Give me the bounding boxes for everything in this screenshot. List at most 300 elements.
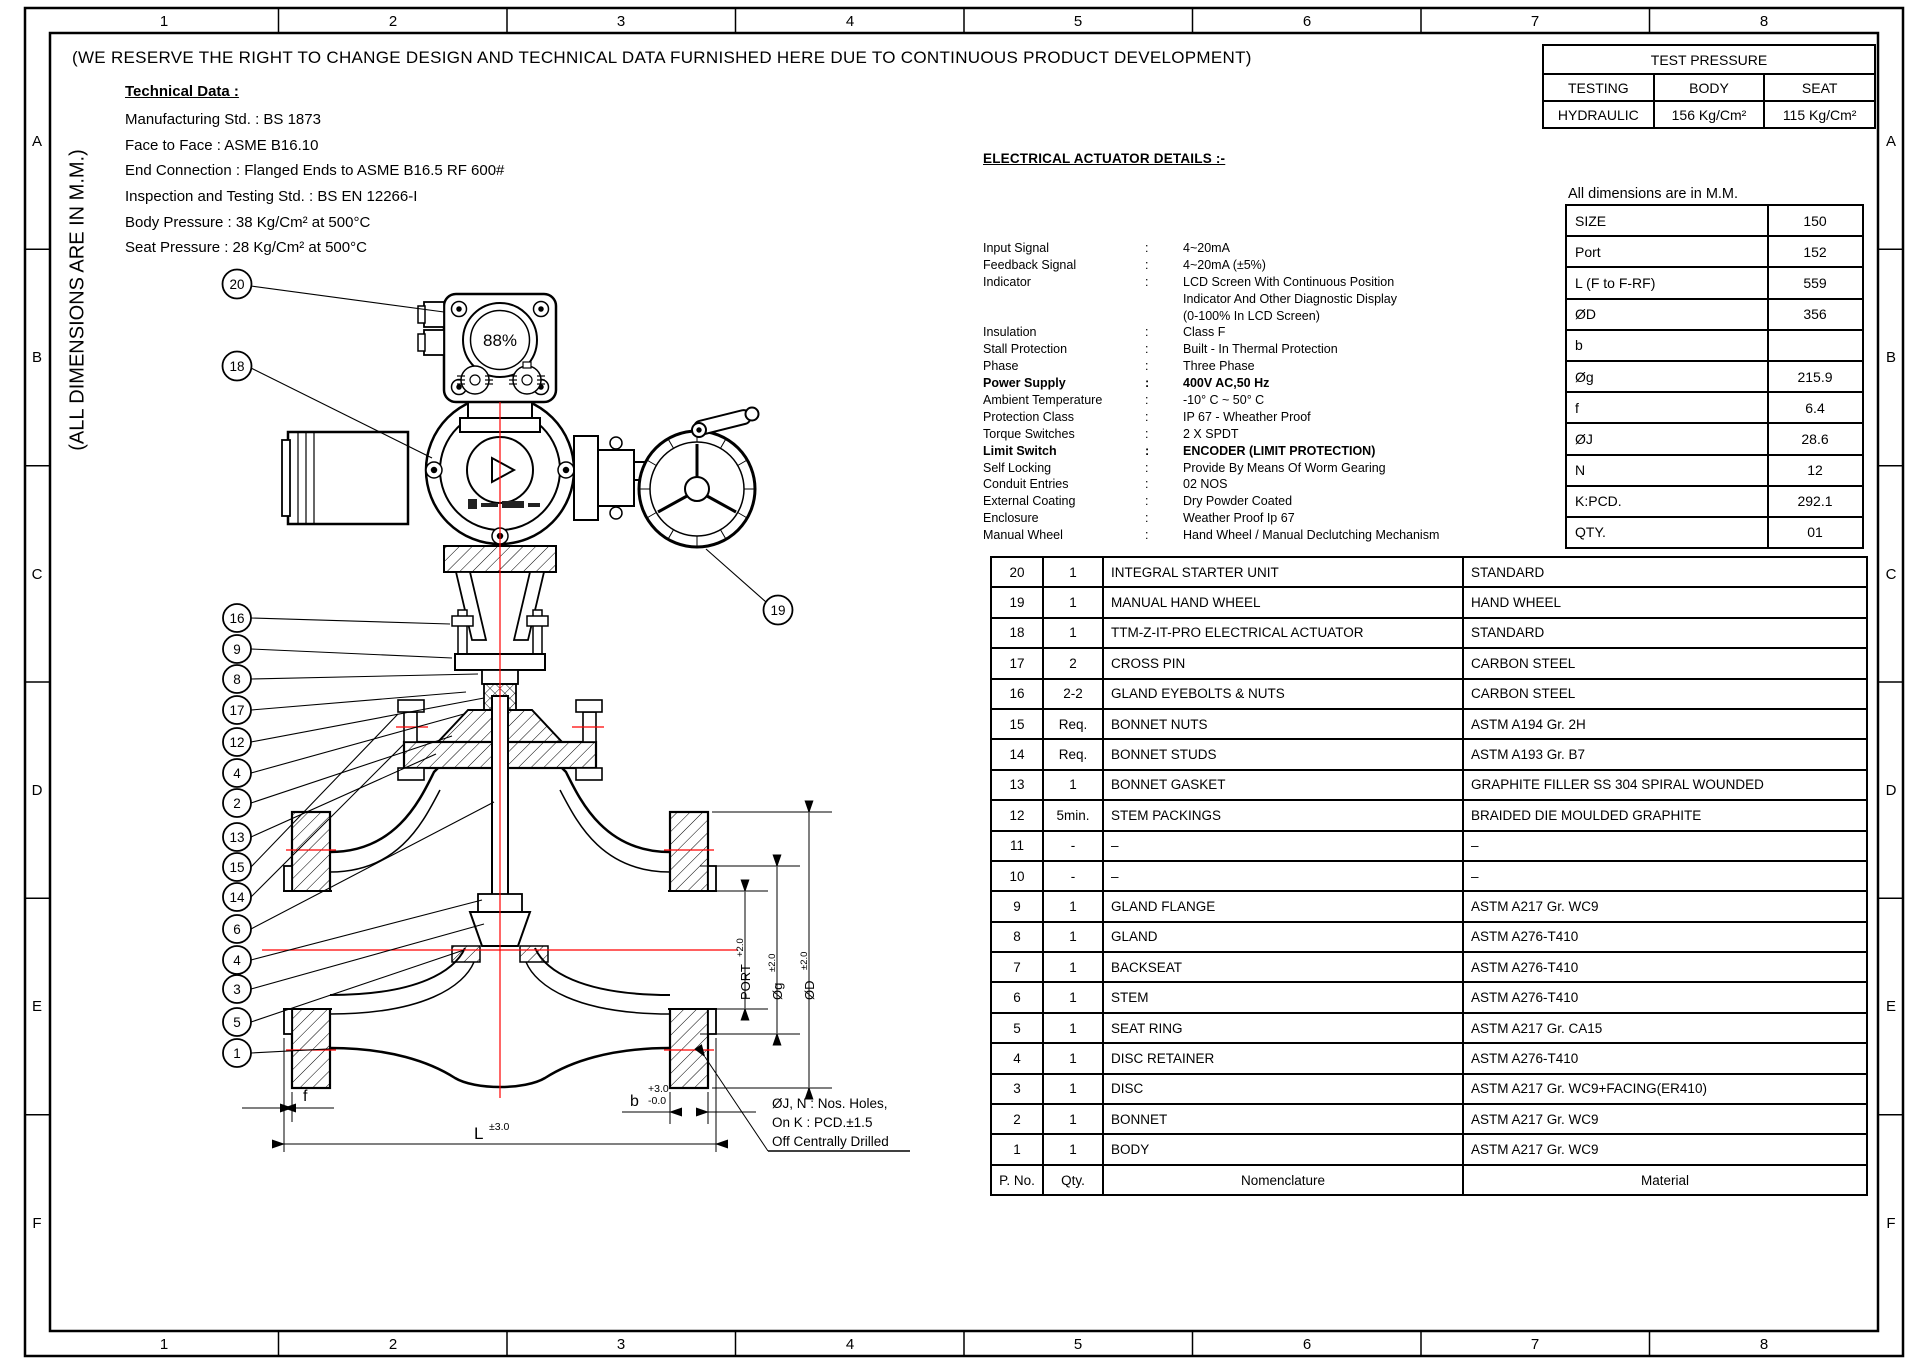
table-row: [991, 800, 1867, 830]
grid-col-label: 3: [616, 13, 626, 30]
spec-key: Protection Class: [983, 409, 1075, 424]
spec-key: Torque Switches: [983, 426, 1075, 441]
dim-value: 215.9: [1768, 361, 1863, 392]
spec-value: 02 NOS: [1183, 477, 1228, 492]
dim-value: [1768, 330, 1863, 361]
spec-row: [983, 342, 1439, 359]
all-dimensions-side-note: (ALL DIMENSIONS ARE IN M.M.): [66, 149, 89, 451]
technical-data-line: Body Pressure : 38 Kg/Cm² at 500°C: [125, 213, 371, 231]
cell-nomenclature: –: [1103, 831, 1463, 861]
spec-value: Indicator And Other Diagnostic Display: [1183, 291, 1397, 306]
balloon-label: 19: [770, 603, 786, 618]
table-row: [991, 770, 1867, 800]
cell-qty: 1: [1043, 587, 1103, 617]
cell-material: ASTM A217 Gr. WC9: [1463, 1134, 1867, 1164]
cell-nomenclature: GLAND: [1103, 922, 1463, 952]
dim-og-tol: ±2.0: [767, 953, 778, 972]
spec-row: [983, 461, 1439, 478]
table-row: [1566, 455, 1863, 486]
cell-nomenclature: BODY: [1103, 1134, 1463, 1164]
cell-material: ASTM A194 Gr. 2H: [1463, 709, 1867, 739]
spec-key: Limit Switch: [983, 443, 1057, 458]
dim-label: L (F to F-RF): [1566, 267, 1768, 298]
spec-key: [983, 292, 1145, 309]
spec-key: Insulation: [983, 325, 1037, 340]
spec-row: [983, 393, 1439, 410]
cell-material: ASTM A276-T410: [1463, 952, 1867, 982]
cell-qty: 5min.: [1043, 800, 1103, 830]
spec-row: [983, 477, 1439, 494]
header-material: Material: [1463, 1165, 1867, 1195]
spec-value: Provide By Means Of Worm Gearing: [1183, 460, 1386, 475]
spec-key: Enclosure: [983, 511, 1039, 526]
dimension-labels: [303, 938, 889, 1149]
spec-key: Conduit Entries: [983, 477, 1069, 492]
cell-material: ASTM A217 Gr. WC9: [1463, 891, 1867, 921]
spec-value: 2 X SPDT: [1183, 426, 1239, 441]
table-row: [1566, 517, 1863, 548]
table-row: [991, 922, 1867, 952]
cell-nomenclature: BACKSEAT: [1103, 952, 1463, 982]
dim-b-tol-bot: -0.0: [648, 1095, 667, 1107]
balloon-label: 9: [233, 642, 241, 657]
grid-row-label: C: [1885, 566, 1897, 583]
technical-data-line: End Connection : Flanged Ends to ASME B16.5 RF 600#: [125, 162, 505, 180]
cell-qty: 1: [1043, 952, 1103, 982]
dim-port-label: PORT: [738, 964, 753, 1000]
grid-col-label: 4: [845, 13, 855, 30]
cell-nomenclature: GLAND FLANGE: [1103, 891, 1463, 921]
conduit-entry: [424, 330, 444, 355]
table-row: [1566, 361, 1863, 392]
dim-od-tol: ±2.0: [799, 951, 810, 970]
cell-pno: 12: [991, 800, 1043, 830]
grid-col-label: 7: [1530, 1336, 1540, 1353]
cell-qty: 1: [1043, 618, 1103, 648]
spec-row: [983, 427, 1439, 444]
dim-b-tol-top: +3.0: [648, 1083, 669, 1095]
grid-col-label: 7: [1530, 13, 1540, 30]
grid-col-label: 2: [388, 13, 398, 30]
balloon-label: 17: [229, 703, 245, 718]
balloon-label: 5: [233, 1015, 241, 1030]
balloon-label: 12: [229, 735, 245, 750]
table-row: [991, 557, 1867, 587]
spec-sep: :: [1145, 393, 1149, 408]
disclaimer-text: (WE RESERVE THE RIGHT TO CHANGE DESIGN AND TECHNICAL DATA FURNISHED HERE DUE TO CONTINUOUS PRODUCT DEVELOPMENT): [72, 48, 1252, 67]
dim-value: 292.1: [1768, 486, 1863, 517]
balloon-label: 16: [229, 611, 245, 626]
table-row: [991, 1013, 1867, 1043]
grid-col-label: 5: [1073, 1336, 1083, 1353]
cell-pno: 16: [991, 679, 1043, 709]
dim-od-label: ØD: [802, 980, 817, 1000]
cell-material: –: [1463, 831, 1867, 861]
drilling-note-line: On K : PCD.±1.5: [772, 1115, 873, 1130]
cell-material: –: [1463, 861, 1867, 891]
dimensions-caption: All dimensions are in M.M.: [1568, 186, 1739, 202]
table-row: [991, 891, 1867, 921]
cell-qty: 1: [1043, 557, 1103, 587]
table-row: [991, 739, 1867, 769]
dim-L-tol: ±3.0: [489, 1121, 510, 1133]
grid-col-label: 8: [1759, 13, 1769, 30]
dim-value: 152: [1768, 236, 1863, 267]
cell-pno: 10: [991, 861, 1043, 891]
grid-col-label: 2: [388, 1336, 398, 1353]
table-row: [991, 861, 1867, 891]
table-row: [1566, 236, 1863, 267]
cell-qty: 2-2: [1043, 679, 1103, 709]
table-row: [991, 1074, 1867, 1104]
spec-row: [983, 258, 1439, 275]
cell-nomenclature: –: [1103, 861, 1463, 891]
cell-qty: 1: [1043, 922, 1103, 952]
cell-nomenclature: SEAT RING: [1103, 1013, 1463, 1043]
balloon-label: 6: [233, 922, 241, 937]
spec-value: Three Phase: [1183, 359, 1255, 374]
cell-material: ASTM A276-T410: [1463, 1043, 1867, 1073]
cell-pno: 20: [991, 557, 1043, 587]
dim-b-label: b: [630, 1093, 639, 1110]
cell-pno: 9: [991, 891, 1043, 921]
cell-qty: 1: [1043, 1074, 1103, 1104]
cell-pno: 1: [991, 1134, 1043, 1164]
electrical-actuator: [282, 294, 759, 547]
dim-port-tol: +2.0: [735, 938, 746, 957]
cell-nomenclature: CROSS PIN: [1103, 648, 1463, 678]
seat-ring: [520, 946, 548, 962]
spec-sep: :: [1145, 359, 1149, 374]
spec-sep: :: [1145, 376, 1150, 391]
spec-value: Dry Powder Coated: [1183, 494, 1293, 509]
cell-qty: 2: [1043, 648, 1103, 678]
technical-data-heading: Technical Data :: [125, 83, 239, 100]
spec-value: LCD Screen With Continuous Position: [1183, 274, 1395, 289]
cell-material: ASTM A217 Gr. CA15: [1463, 1013, 1867, 1043]
spec-key: Indicator: [983, 274, 1031, 289]
technical-data-line: Manufacturing Std. : BS 1873: [125, 111, 321, 128]
dim-label: Port: [1566, 236, 1768, 267]
spec-row: [983, 309, 1439, 326]
balloon-label: 15: [229, 860, 245, 875]
cell-material: CARBON STEEL: [1463, 679, 1867, 709]
cell-material: HAND WHEEL: [1463, 587, 1867, 617]
seat-ring: [452, 946, 480, 962]
spec-row: [983, 359, 1439, 376]
table-row: [1566, 423, 1863, 454]
spec-value: ENCODER (LIMIT PROTECTION): [1183, 443, 1376, 458]
cell-nomenclature: INTEGRAL STARTER UNIT: [1103, 557, 1463, 587]
cell-qty: Req.: [1043, 739, 1103, 769]
spec-sep: :: [1145, 494, 1149, 509]
cell-seat-pressure: 115 Kg/Cm²: [1764, 101, 1875, 128]
spec-row: [983, 444, 1439, 461]
spec-sep: :: [1145, 443, 1150, 458]
balloon-label: 3: [233, 982, 241, 997]
table-row: [991, 1134, 1867, 1164]
drilling-note-line: ØJ, N : Nos. Holes,: [772, 1096, 888, 1111]
grid-row-label: D: [1885, 782, 1897, 799]
cell-pno: 6: [991, 982, 1043, 1012]
cell-material: ASTM A276-T410: [1463, 922, 1867, 952]
grid-row-label: F: [1886, 1215, 1896, 1232]
balloon-label: 13: [229, 830, 245, 845]
spec-sep: :: [1145, 511, 1149, 526]
table-row: [991, 587, 1867, 617]
grid-row-label: B: [1885, 349, 1897, 366]
cell-material: STANDARD: [1463, 557, 1867, 587]
balloon-label: 14: [229, 890, 245, 905]
table-row: [1566, 267, 1863, 298]
dim-label: QTY.: [1566, 517, 1768, 548]
table-row: [1566, 330, 1863, 361]
cell-nomenclature: DISC RETAINER: [1103, 1043, 1463, 1073]
cell-nomenclature: STEM: [1103, 982, 1463, 1012]
spec-key: Power Supply: [983, 376, 1066, 391]
spec-value: Built - In Thermal Protection: [1183, 342, 1338, 357]
cell-material: BRAIDED DIE MOULDED GRAPHITE: [1463, 800, 1867, 830]
cell-qty: Req.: [1043, 709, 1103, 739]
cell-testing-type: HYDRAULIC: [1543, 101, 1654, 128]
balloon-label: 4: [233, 953, 241, 968]
dim-label: f: [1566, 392, 1768, 423]
cell-pno: 15: [991, 709, 1043, 739]
spec-key: Manual Wheel: [983, 528, 1063, 543]
balloon-label: 1: [233, 1046, 241, 1061]
cell-qty: 1: [1043, 1104, 1103, 1134]
cell-pno: 14: [991, 739, 1043, 769]
dim-label: b: [1566, 330, 1768, 361]
spec-key: Stall Protection: [983, 342, 1068, 357]
cell-pno: 19: [991, 587, 1043, 617]
header-qty: Qty.: [1043, 1165, 1103, 1195]
cell-nomenclature: STEM PACKINGS: [1103, 800, 1463, 830]
spec-row: [983, 494, 1439, 511]
test-pressure-table: [1542, 44, 1876, 129]
cell-nomenclature: BONNET STUDS: [1103, 739, 1463, 769]
table-row: [991, 648, 1867, 678]
dim-label: ØJ: [1566, 423, 1768, 454]
cell-pno: 8: [991, 922, 1043, 952]
cell-nomenclature: GLAND EYEBOLTS & NUTS: [1103, 679, 1463, 709]
cell-pno: 17: [991, 648, 1043, 678]
spec-key: Self Locking: [983, 460, 1052, 475]
cell-qty: 1: [1043, 1013, 1103, 1043]
spec-value: Hand Wheel / Manual Declutching Mechanism: [1183, 528, 1440, 543]
spec-key: Input Signal: [983, 241, 1050, 255]
grid-col-label: 8: [1759, 1336, 1769, 1353]
cell-pno: 2: [991, 1104, 1043, 1134]
cell-nomenclature: MANUAL HAND WHEEL: [1103, 587, 1463, 617]
spec-row: [983, 275, 1439, 292]
grid-col-label: 6: [1302, 13, 1312, 30]
grid-row-label: E: [1885, 998, 1897, 1015]
dim-L-label: L: [474, 1124, 484, 1143]
spec-key: Ambient Temperature: [983, 393, 1103, 408]
table-row: [1566, 299, 1863, 330]
spec-key: External Coating: [983, 494, 1076, 509]
dim-og-label: Øg: [770, 982, 785, 1000]
cell-nomenclature: BONNET: [1103, 1104, 1463, 1134]
table-row: [1566, 205, 1863, 236]
dim-value: 01: [1768, 517, 1863, 548]
cell-qty: 1: [1043, 1043, 1103, 1073]
spec-sep: :: [1145, 409, 1149, 424]
spec-row: [983, 410, 1439, 427]
dim-value: 6.4: [1768, 392, 1863, 423]
cell-qty: 1: [1043, 770, 1103, 800]
cell-nomenclature: BONNET NUTS: [1103, 709, 1463, 739]
header-nomenclature: Nomenclature: [1103, 1165, 1463, 1195]
dim-label: ØD: [1566, 299, 1768, 330]
table-footer-row: [991, 1165, 1867, 1195]
dim-value: 150: [1768, 205, 1863, 236]
spec-sep: :: [1145, 342, 1149, 357]
cell-qty: 1: [1043, 1134, 1103, 1164]
cell-pno: 18: [991, 618, 1043, 648]
cell-qty: -: [1043, 861, 1103, 891]
dimensions-table: [1565, 204, 1864, 549]
spec-sep: [1145, 292, 1183, 309]
table-row: [991, 982, 1867, 1012]
technical-data-line: Inspection and Testing Std. : BS EN 12266-I: [125, 188, 418, 206]
cell-material: GRAPHITE FILLER SS 304 SPIRAL WOUNDED: [1463, 770, 1867, 800]
table-row: [991, 618, 1867, 648]
grid-col-label: 4: [845, 1336, 855, 1353]
spec-sep: :: [1145, 477, 1149, 492]
parts-list-table: [990, 556, 1868, 1196]
dim-value: 12: [1768, 455, 1863, 486]
test-pressure-title: TEST PRESSURE: [1543, 45, 1875, 74]
technical-data-list: [125, 111, 504, 265]
cell-material: ASTM A193 Gr. B7: [1463, 739, 1867, 769]
table-row: [1566, 392, 1863, 423]
actuator-details-list: [983, 241, 1439, 545]
spec-value: -10° C ~ 50° C: [1183, 393, 1265, 408]
cell-material: ASTM A276-T410: [1463, 982, 1867, 1012]
cell-qty: 1: [1043, 891, 1103, 921]
spec-sep: :: [1145, 274, 1149, 289]
spec-row: [983, 511, 1439, 528]
cell-material: ASTM A217 Gr. WC9+FACING(ER410): [1463, 1074, 1867, 1104]
cell-nomenclature: TTM-Z-IT-PRO ELECTRICAL ACTUATOR: [1103, 618, 1463, 648]
spec-row: [983, 292, 1439, 309]
table-row: [991, 709, 1867, 739]
dim-value: 356: [1768, 299, 1863, 330]
grid-col-label: 6: [1302, 1336, 1312, 1353]
col-testing: TESTING: [1543, 74, 1654, 101]
col-body: BODY: [1654, 74, 1765, 101]
spec-row: [983, 376, 1439, 393]
spec-sep: :: [1145, 241, 1149, 255]
spec-key: [983, 309, 1145, 326]
grid-col-label: 3: [616, 1336, 626, 1353]
table-row: [991, 831, 1867, 861]
table-row: [991, 1104, 1867, 1134]
spec-sep: [1145, 309, 1183, 326]
spec-sep: :: [1145, 460, 1149, 475]
manual-hand-wheel[interactable]: [639, 408, 759, 548]
grid-row-label: C: [31, 566, 43, 583]
grid-row-label: D: [31, 782, 43, 799]
spec-row: [983, 528, 1439, 545]
grid-row-label: B: [31, 349, 43, 366]
dim-label: Øg: [1566, 361, 1768, 392]
dim-value: 28.6: [1768, 423, 1863, 454]
dim-label: K:PCD.: [1566, 486, 1768, 517]
cell-pno: 13: [991, 770, 1043, 800]
dim-value: 559: [1768, 267, 1863, 298]
balloon-label: 20: [229, 277, 245, 292]
spec-value: IP 67 - Wheather Proof: [1183, 409, 1311, 424]
cell-pno: 3: [991, 1074, 1043, 1104]
grid-col-label: 5: [1073, 13, 1083, 30]
spec-key: Phase: [983, 359, 1019, 374]
cell-body-pressure: 156 Kg/Cm²: [1654, 101, 1765, 128]
balloon-label: 2: [233, 796, 241, 811]
dim-f-label: f: [303, 1088, 308, 1105]
spec-sep: :: [1145, 257, 1149, 272]
spec-row: [983, 241, 1439, 258]
spec-value: 4~20mA (±5%): [1183, 257, 1266, 272]
cell-material: CARBON STEEL: [1463, 648, 1867, 678]
actuator-details-heading: ELECTRICAL ACTUATOR DETAILS :-: [983, 151, 1226, 166]
technical-data-line: Seat Pressure : 28 Kg/Cm² at 500°C: [125, 239, 367, 257]
col-seat: SEAT: [1764, 74, 1875, 101]
spec-value: Class F: [1183, 325, 1226, 340]
table-row: [991, 679, 1867, 709]
grid-row-label: E: [31, 998, 43, 1015]
grid-row-label: A: [31, 133, 43, 150]
grid-row-label: F: [32, 1215, 42, 1232]
dim-label: SIZE: [1566, 205, 1768, 236]
spec-value: Weather Proof Ip 67: [1183, 511, 1295, 526]
spec-value: (0-100% In LCD Screen): [1183, 308, 1320, 323]
table-row: [1566, 486, 1863, 517]
spec-row: [983, 325, 1439, 342]
balloon-label: 4: [233, 766, 241, 781]
balloon-label: 8: [233, 672, 241, 687]
spec-key: Feedback Signal: [983, 257, 1077, 272]
cell-qty: 1: [1043, 982, 1103, 1012]
cell-qty: -: [1043, 831, 1103, 861]
cell-pno: 5: [991, 1013, 1043, 1043]
header-pno: P. No.: [991, 1165, 1043, 1195]
cell-nomenclature: DISC: [1103, 1074, 1463, 1104]
cell-pno: 11: [991, 831, 1043, 861]
lcd-position-value: 88%: [482, 331, 518, 350]
technical-data-line: Face to Face : ASME B16.10: [125, 136, 319, 154]
spec-value: 4~20mA: [1183, 241, 1230, 255]
balloon-label: 18: [229, 359, 245, 374]
cell-material: STANDARD: [1463, 618, 1867, 648]
cell-material: ASTM A217 Gr. WC9: [1463, 1104, 1867, 1134]
spec-sep: :: [1145, 325, 1149, 340]
spec-sep: :: [1145, 528, 1149, 543]
dim-label: N: [1566, 455, 1768, 486]
spec-sep: :: [1145, 426, 1149, 441]
grid-col-label: 1: [159, 13, 169, 30]
drilling-note-line: Off Centrally Drilled: [772, 1134, 889, 1149]
table-row: [991, 952, 1867, 982]
grid-col-label: 1: [159, 1336, 169, 1353]
grid-row-label: A: [1885, 133, 1897, 150]
cell-pno: 4: [991, 1043, 1043, 1073]
cell-pno: 7: [991, 952, 1043, 982]
conduit-entry: [424, 302, 444, 327]
spec-value: 400V AC,50 Hz: [1183, 376, 1270, 391]
